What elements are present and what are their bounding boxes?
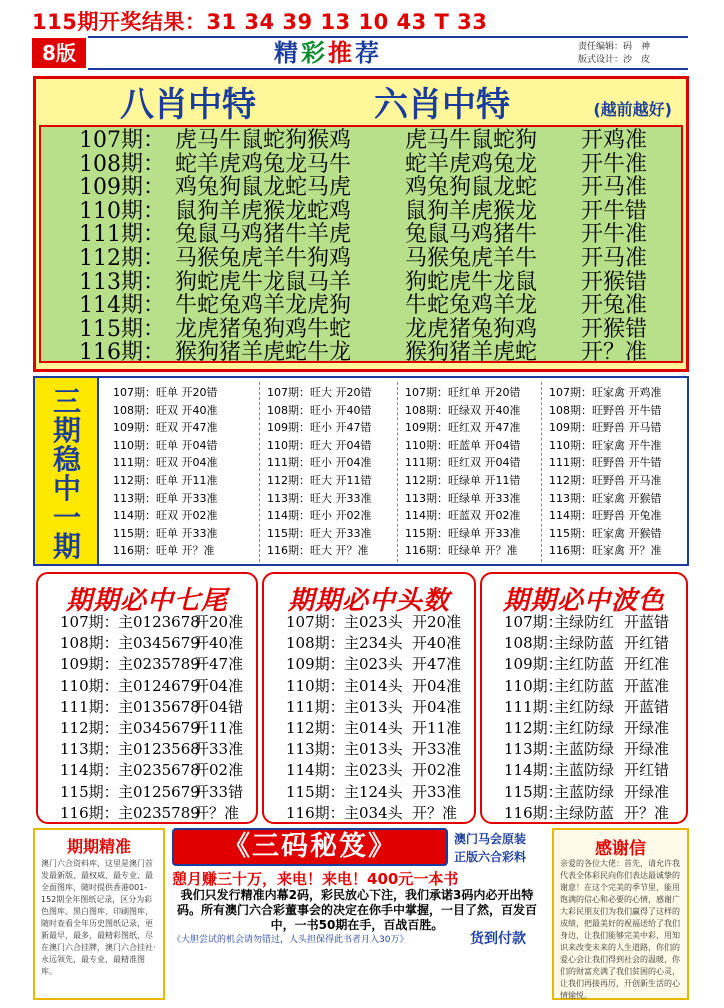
pick-value: 主0135678 — [118, 697, 200, 716]
draw-result: 开02准 — [194, 761, 244, 780]
must-hit-panel — [36, 572, 258, 824]
three-period-row: 110期：旺家禽 开牛准 — [549, 438, 662, 452]
three-period-row: 116期：旺家禽 开？准 — [549, 544, 662, 558]
three-period-row: 107期：旺红单 开20错 — [405, 386, 521, 399]
three-period-row: 111期：旺野兽 开牛错 — [549, 456, 662, 470]
three-period-row: 112期：旺单 开11准 — [113, 474, 218, 487]
pick-value: 主红防绿 — [554, 697, 615, 716]
must-hit-row — [482, 803, 686, 824]
draw-result: 开绿准 — [624, 782, 670, 801]
must-hit-panel — [480, 572, 688, 824]
must-hit-row — [482, 633, 686, 654]
pick-value: 主红防绿 — [554, 719, 615, 737]
must-hit-row — [38, 718, 256, 739]
pick-value: 主0235789 — [118, 655, 200, 674]
three-period-row: 111期：旺小 开04准 — [267, 456, 372, 470]
three-period-row: 108期：旺绿双 开40准 — [405, 403, 521, 417]
draw-result: 开牛错 — [581, 198, 648, 224]
draw-result: 开04错 — [194, 697, 244, 716]
must-hit-panel — [262, 572, 476, 824]
period-label: 107期： — [79, 128, 165, 153]
six-zodiac-pick: 猴狗猪羊虎蛇 — [405, 340, 538, 366]
six-zodiac-pick: 狗蛇虎牛龙鼠 — [405, 269, 538, 295]
period-label: 109期： — [286, 655, 345, 674]
three-period-column — [549, 384, 689, 562]
pick-value: 主0123568 — [118, 740, 200, 759]
secret-book-slogan: 憩月赚三十万，来电！来电！400元一本书 — [172, 870, 459, 888]
pick-value: 主0124679 — [118, 676, 200, 695]
draw-result: 开47准 — [194, 655, 244, 674]
draw-result: 开红准 — [624, 655, 670, 674]
must-hit-title: 期期必中波色 — [502, 586, 665, 616]
pick-value: 主红防蓝 — [554, 676, 615, 695]
column-divider — [397, 382, 398, 562]
period-label: 112期： — [79, 246, 165, 271]
pick-value: 主0123678 — [118, 613, 200, 631]
thank-you-letter-box — [552, 828, 689, 1000]
pick-value: 主014头 — [344, 676, 403, 695]
draw-result: 开20准 — [194, 613, 244, 631]
draw-result: 开猴错 — [581, 316, 648, 342]
must-hit-row — [264, 782, 474, 803]
three-period-row: 112期：旺绿单 开11错 — [405, 474, 521, 487]
zodiac-panel-subtitle: (越前越好) — [593, 100, 672, 119]
period-label: 114期： — [60, 761, 119, 780]
pick-value: 主013头 — [344, 697, 403, 716]
period-label: 115期： — [504, 782, 563, 801]
draw-result: 开牛准 — [581, 151, 648, 177]
must-hit-row — [482, 782, 686, 803]
six-zodiac-pick: 兔鼠马鸡猪牛 — [405, 222, 538, 248]
draw-result: 开猴错 — [581, 269, 648, 295]
must-hit-row — [38, 612, 256, 633]
side-title-char: 期 — [52, 414, 81, 447]
masthead-credits — [578, 41, 688, 67]
period-label: 107期： — [286, 613, 345, 631]
six-zodiac-title: 六肖中特 — [374, 85, 510, 125]
secret-book-banner: 《三码秘笈》 — [172, 828, 448, 866]
three-period-row: 115期：旺家禽 开猴错 — [549, 526, 662, 540]
three-period-row: 109期：旺野兽 开马错 — [549, 421, 662, 435]
draw-result: 开？准 — [194, 803, 240, 822]
three-period-row: 115期：旺大 开33准 — [267, 526, 372, 540]
pick-value: 主234头 — [344, 634, 403, 653]
zodiac-pick-list — [39, 125, 683, 366]
eight-zodiac-pick: 牛蛇兔鸡羊龙虎狗 — [175, 293, 352, 319]
pick-value: 主红防蓝 — [554, 655, 615, 674]
draw-result: 开马准 — [581, 246, 648, 271]
column-divider — [541, 382, 542, 562]
pick-value: 主013头 — [344, 740, 403, 759]
period-label: 110期： — [504, 676, 563, 695]
three-period-row: 116期：旺绿单 开？准 — [405, 544, 518, 558]
period-label: 108期： — [60, 634, 119, 653]
draw-result: 开红错 — [624, 761, 670, 780]
three-period-row: 115期：旺绿单 开33准 — [405, 526, 521, 540]
eight-zodiac-title: 八肖中特 — [120, 85, 256, 125]
period-label: 110期： — [60, 676, 119, 695]
three-period-row: 112期：旺大 开11错 — [267, 474, 372, 487]
three-period-row: 110期：旺蓝单 开04错 — [405, 438, 521, 452]
period-label: 116期： — [60, 803, 119, 822]
zodiac-pick-row — [41, 176, 681, 200]
must-hit-row — [482, 739, 686, 760]
pick-value: 主023头 — [344, 655, 403, 674]
three-period-row: 113期：旺绿单 开33准 — [405, 491, 521, 505]
three-period-row: 114期：旺小 开02准 — [267, 509, 372, 523]
period-label: 108期： — [286, 634, 345, 653]
period-label: 113期： — [504, 740, 563, 759]
must-hit-row — [38, 676, 256, 697]
three-period-side-title — [35, 378, 99, 564]
pick-value: 主蓝防绿 — [554, 782, 615, 801]
must-hit-row — [264, 633, 474, 654]
draw-result: 开马准 — [581, 175, 648, 201]
period-label: 109期： — [60, 655, 119, 674]
six-zodiac-pick: 蛇羊虎鸡兔龙 — [405, 151, 538, 177]
secret-book-source-line2: 正版六合彩料 — [454, 850, 527, 864]
must-hit-row — [264, 654, 474, 675]
accurate-ad-box — [33, 828, 165, 1000]
cash-on-delivery-label: 货到付款 — [470, 931, 526, 947]
pick-value: 主014头 — [344, 719, 403, 737]
must-hit-row — [264, 803, 474, 824]
period-label: 111期： — [79, 222, 165, 248]
masthead-title — [88, 38, 568, 68]
zodiac-pick-row — [41, 294, 681, 318]
period-label: 116期： — [286, 803, 345, 822]
accurate-ad-title: 期期精准 — [66, 837, 131, 856]
period-label: 110期： — [286, 676, 345, 695]
period-label: 115期： — [286, 782, 345, 801]
period-label: 114期： — [504, 761, 563, 780]
must-hit-row — [482, 654, 686, 675]
period-label: 111期： — [60, 697, 119, 716]
edition-badge: 8版 — [32, 38, 86, 68]
three-period-row: 110期：旺单 开04错 — [113, 438, 218, 452]
period-label: 112期： — [504, 719, 563, 737]
must-hit-row — [264, 718, 474, 739]
must-hit-row — [482, 676, 686, 697]
secret-book-source-line1: 澳门马会原装 — [454, 832, 527, 846]
three-period-row: 111期：旺双 开04准 — [113, 456, 218, 470]
thank-you-title: 感谢信 — [595, 839, 646, 859]
three-period-row: 114期：旺野兽 开兔准 — [549, 509, 662, 523]
draw-result: 开绿准 — [624, 740, 670, 759]
draw-result: 开20准 — [412, 613, 462, 631]
side-title-char: 三 — [52, 385, 81, 418]
draw-result: 开33准 — [412, 782, 462, 801]
draw-result: 开02准 — [412, 761, 462, 780]
draw-result: 开蓝错 — [624, 613, 670, 631]
eight-zodiac-pick: 蛇羊虎鸡兔龙马牛 — [175, 151, 352, 177]
pick-value: 主023头 — [344, 613, 403, 631]
six-zodiac-pick: 马猴兔虎羊牛 — [405, 246, 538, 271]
secret-book-body: 我们只发行精准内幕2码，彩民放心下注，我们承诺3码内必开出特码。所有澳门六合彩董事会的决定在你手中掌握，一目了然，百发百中，一书50期在手，百战百胜。 — [176, 888, 537, 932]
period-label: 110期： — [79, 198, 165, 224]
three-period-row: 110期：旺大 开04错 — [267, 438, 372, 452]
draw-result: 开33准 — [412, 740, 462, 759]
must-hit-row — [38, 739, 256, 760]
draw-result: 开04准 — [412, 697, 462, 716]
three-period-row: 113期：旺单 开33准 — [113, 491, 218, 505]
secret-book-ad — [168, 826, 546, 1000]
draw-result: 开蓝准 — [624, 676, 670, 695]
masthead — [88, 36, 688, 70]
draw-result: 开04准 — [412, 676, 462, 695]
eight-zodiac-pick: 兔鼠马鸡猪牛羊虎 — [175, 222, 352, 248]
three-period-row: 114期：旺双 开02准 — [113, 509, 218, 523]
draw-result: 开绿准 — [624, 719, 670, 737]
three-period-row: 111期：旺红双 开04错 — [405, 456, 521, 470]
eight-zodiac-pick: 狗蛇虎牛龙鼠马羊 — [175, 269, 352, 295]
period-label: 109期： — [79, 175, 165, 201]
pick-value: 主绿防蓝 — [554, 803, 615, 822]
must-hit-row — [264, 697, 474, 718]
three-period-row: 113期：旺家禽 开猴错 — [549, 491, 662, 505]
column-divider — [259, 382, 260, 562]
zodiac-pick-row — [41, 247, 681, 271]
three-period-panel — [33, 376, 689, 566]
period-label: 113期： — [79, 269, 165, 295]
draw-result-header: 115期开奖结果：31 34 39 13 10 43 T 33 — [32, 10, 488, 34]
must-hit-row — [264, 676, 474, 697]
zodiac-pick-row — [41, 318, 681, 342]
pick-value: 主034头 — [344, 803, 403, 822]
must-hit-row — [38, 803, 256, 824]
period-label: 112期： — [60, 719, 119, 737]
pick-value: 主绿防蓝 — [554, 634, 615, 653]
period-label: 112期： — [286, 719, 345, 737]
draw-result: 开？准 — [624, 803, 670, 822]
pick-value: 主0345679 — [118, 634, 200, 653]
masthead-title-char: 精 — [274, 39, 301, 67]
must-hit-row — [264, 760, 474, 781]
period-label: 111期： — [286, 697, 345, 716]
zodiac-pick-row — [41, 153, 681, 177]
six-zodiac-pick: 虎马牛鼠蛇狗 — [405, 128, 538, 153]
period-label: 115期： — [60, 782, 119, 801]
must-hit-row — [38, 633, 256, 654]
three-period-row: 116期：旺单 开？准 — [113, 544, 215, 558]
zodiac-pick-row — [41, 200, 681, 224]
side-title-char: 中 — [52, 472, 81, 505]
six-zodiac-pick: 鼠狗羊虎猴龙 — [405, 198, 538, 224]
period-label: 108期： — [504, 634, 563, 653]
three-period-row: 107期：旺大 开20错 — [267, 386, 372, 399]
draw-result: 开牛准 — [581, 222, 648, 248]
zodiac-pick-panel — [33, 76, 689, 372]
three-period-row: 108期：旺野兽 开牛错 — [549, 403, 662, 417]
period-label: 113期： — [286, 740, 345, 759]
pick-value: 主0235789 — [118, 803, 200, 822]
draw-result: 开兔准 — [581, 293, 648, 319]
period-label: 115期： — [79, 316, 165, 342]
three-period-column — [405, 384, 545, 562]
draw-result: 开33准 — [194, 740, 244, 759]
zodiac-pick-row — [41, 223, 681, 247]
three-period-row: 109期：旺红双 开47准 — [405, 421, 521, 435]
draw-result: 开04准 — [194, 676, 244, 695]
three-period-row: 107期：旺单 开20错 — [113, 386, 218, 399]
must-hit-row — [38, 654, 256, 675]
period-label: 116期： — [79, 340, 165, 366]
draw-result: 开40准 — [412, 634, 462, 653]
period-label: 113期： — [60, 740, 119, 759]
three-period-row: 109期：旺双 开47准 — [113, 421, 218, 435]
period-label: 114期： — [286, 761, 345, 780]
draw-result: 开33错 — [194, 782, 244, 801]
three-period-row: 116期：旺大 开？准 — [267, 544, 369, 558]
pick-value: 主0235678 — [118, 761, 200, 780]
zodiac-pick-row — [41, 129, 681, 153]
draw-result: 开？准 — [581, 340, 648, 366]
zodiac-panel-header — [36, 83, 686, 127]
masthead-title-char: 推 — [328, 39, 355, 67]
must-hit-row — [38, 760, 256, 781]
must-hit-row — [264, 739, 474, 760]
side-title-char: 一 — [52, 501, 81, 534]
side-title-char: 稳 — [52, 443, 81, 476]
must-hit-row — [38, 782, 256, 803]
masthead-title-char: 彩 — [301, 39, 328, 67]
accurate-ad-text: 澳门六合资料库，这里是澳门首发最新版、最权威、最专业、最全面图库，随时提供香港001-152期全年图纸记录，区分为彩色图库、黑白图库、印刷图库，随时查看全年历史图纸记录，更新最早，最多，最精彩图纸，尽在澳门六合挂牌，澳门六合挂社·永远领先，最专业，最精准图库。 — [41, 859, 156, 976]
eight-zodiac-pick: 猴狗猪羊虎蛇牛龙 — [175, 340, 352, 366]
six-zodiac-pick: 牛蛇兔鸡羊龙 — [405, 293, 538, 319]
eight-zodiac-pick: 鼠狗羊虎猴龙蛇鸡 — [175, 198, 352, 224]
masthead-title-char: 荐 — [355, 39, 382, 67]
pick-value: 主蓝防绿 — [554, 761, 615, 780]
three-period-row: 109期：旺小 开47错 — [267, 421, 372, 435]
pick-value: 主124头 — [344, 782, 403, 801]
must-hit-title: 期期必中头数 — [287, 586, 450, 616]
period-label: 111期： — [504, 697, 563, 716]
eight-zodiac-pick: 虎马牛鼠蛇狗猴鸡 — [175, 128, 352, 153]
zodiac-pick-row — [41, 341, 681, 365]
period-label: 107期： — [504, 613, 563, 631]
three-period-row: 114期：旺蓝双 开02准 — [405, 509, 521, 523]
must-hit-row — [482, 760, 686, 781]
draw-result: 开11准 — [412, 719, 462, 737]
eight-zodiac-pick: 龙虎猪兔狗鸡牛蛇 — [175, 316, 352, 342]
draw-result: 开红错 — [624, 634, 670, 653]
period-label: 116期： — [504, 803, 563, 822]
three-period-column — [267, 384, 407, 562]
pick-value: 主蓝防绿 — [554, 740, 615, 759]
draw-result: 开？准 — [412, 803, 458, 822]
period-label: 114期： — [79, 293, 165, 319]
must-hit-row — [38, 697, 256, 718]
draw-result: 开11准 — [194, 719, 244, 737]
period-label: 108期： — [79, 151, 165, 177]
pick-value: 主0345679 — [118, 719, 200, 737]
three-period-column — [113, 384, 253, 562]
designer-line: 版式设计：沙 皮 — [578, 55, 651, 65]
must-hit-title: 期期必中七尾 — [65, 586, 228, 616]
pick-value: 主绿防红 — [554, 613, 615, 631]
secret-book-footnote: 《大胆尝试的机会请勿错过，人头担保得此书者月入30万》 — [172, 935, 409, 945]
three-period-row: 115期：旺单 开33准 — [113, 526, 218, 540]
six-zodiac-pick: 龙虎猪兔狗鸡 — [405, 316, 538, 342]
draw-result: 开鸡准 — [581, 128, 648, 153]
eight-zodiac-pick: 马猴兔虎羊牛狗鸡 — [175, 246, 352, 271]
zodiac-pick-row — [41, 271, 681, 295]
draw-result: 开47准 — [412, 655, 462, 674]
must-hit-row — [482, 718, 686, 739]
draw-result: 开蓝错 — [624, 697, 670, 716]
side-title-char: 期 — [52, 530, 81, 563]
must-hit-row — [482, 697, 686, 718]
pick-value: 主0125679 — [118, 782, 200, 801]
pick-value: 主023头 — [344, 761, 403, 780]
draw-result: 开40准 — [194, 634, 244, 653]
three-period-row: 107期：旺家禽 开鸡准 — [549, 386, 662, 399]
thank-you-text: 亲爱的各位大佬：首先，请允许我代表全体彩民向你们表达最诚挚的谢意！在这个完美的季节里，能用饱满的信心和必要的心情，感谢广大彩民朋友们为我们赢得了这样的成绩，把最美好的祝福送给了我们身边，让我们能够完美中彩，用知识来改变未来的人生道路，你们的爱心会让我们得到社会的温暖，你们的财富充满了我们贫困的心灵，让我们再接再厉，开创新生活的心情愉悦。 — [560, 859, 680, 1000]
must-hit-row — [482, 612, 686, 633]
six-zodiac-pick: 鸡兔狗鼠龙蛇 — [405, 175, 538, 201]
three-period-row: 108期：旺双 开40准 — [113, 403, 218, 417]
editor-line: 责任编辑：码 神 — [578, 42, 651, 52]
period-label: 109期： — [504, 655, 563, 674]
three-period-row: 108期：旺小 开40错 — [267, 403, 372, 417]
three-period-row: 112期：旺野兽 开马准 — [549, 474, 662, 487]
three-period-row: 113期：旺大 开33准 — [267, 491, 372, 505]
period-label: 107期： — [60, 613, 119, 631]
must-hit-row — [264, 612, 474, 633]
eight-zodiac-pick: 鸡兔狗鼠龙蛇马虎 — [175, 175, 352, 201]
